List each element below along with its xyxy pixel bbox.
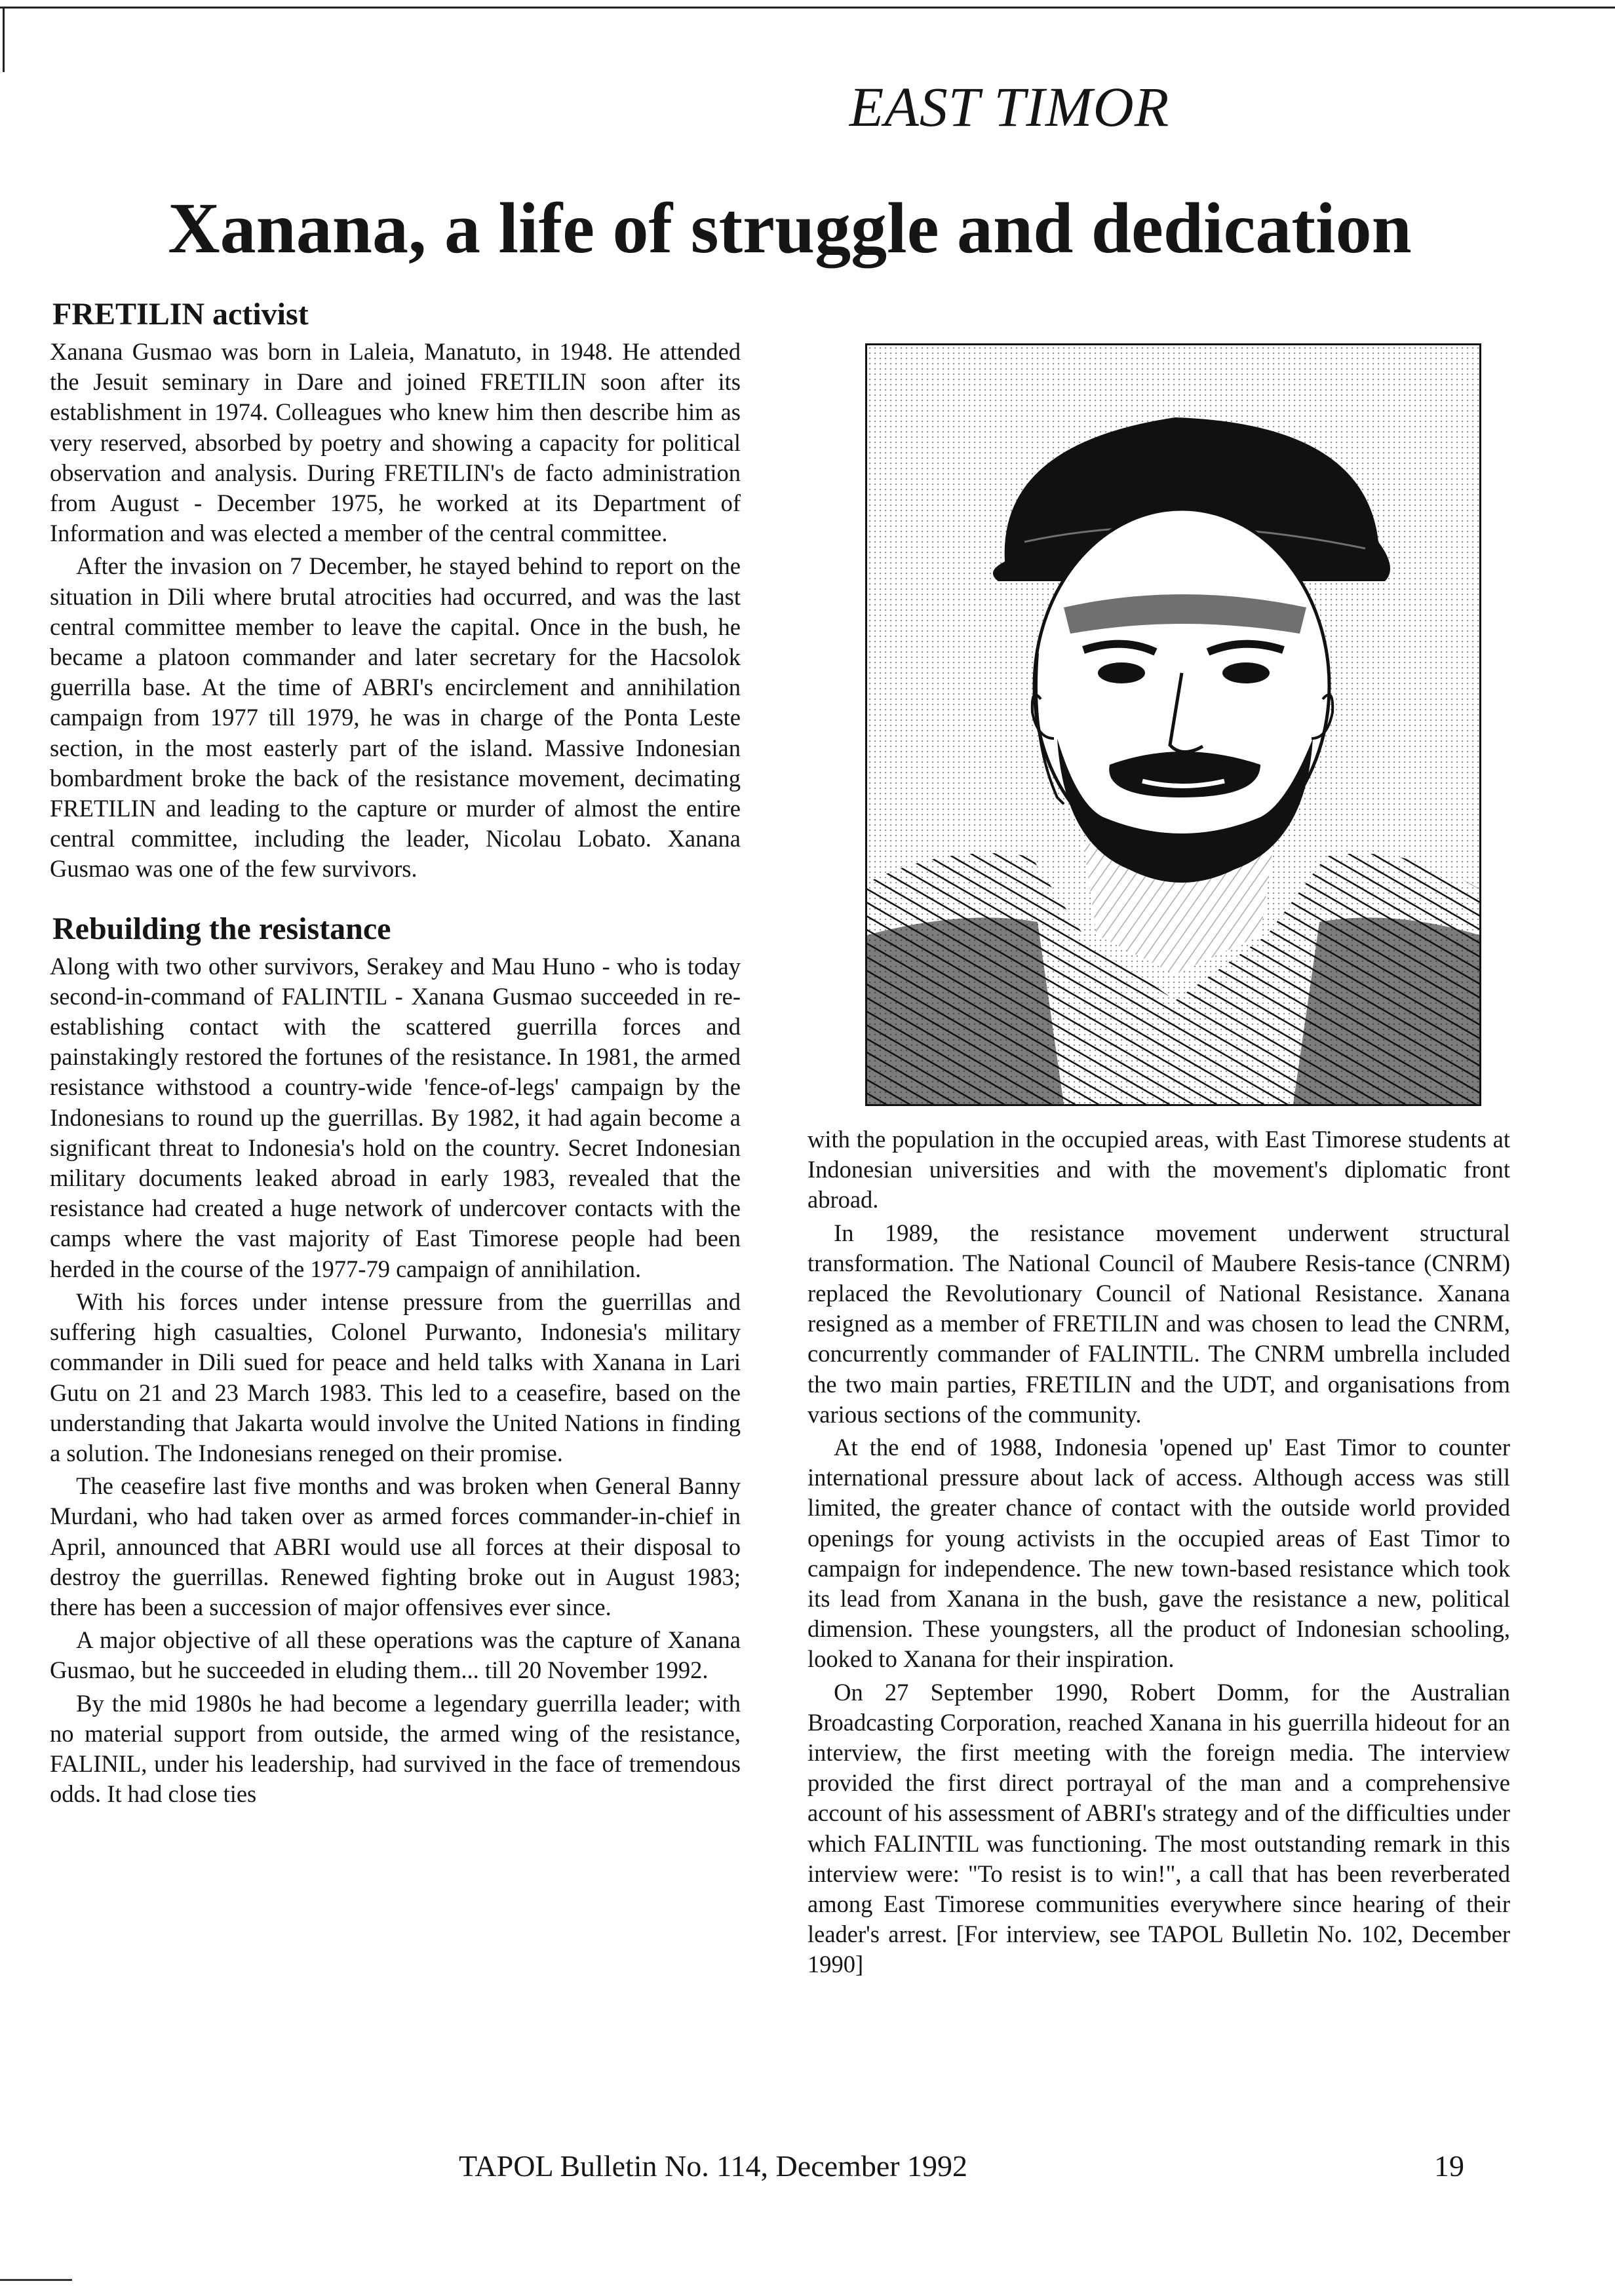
subheading-fretilin-activist: FRETILIN activist	[52, 297, 309, 332]
scan-edge-bottom	[0, 2279, 72, 2281]
article-column-left	[50, 296, 741, 1812]
section-label: EAST TIMOR	[849, 75, 1170, 138]
paragraph: By the mid 1980s he had become a legendary guerrilla leader; with no material support from outside, the armed wing of the resistance, FALINIL, under his leadership, had survived in the face of tremendous odds. It had close ties	[50, 1689, 741, 1808]
paragraph: With his forces under intense pressure from the guerrillas and suffering high casualties, Colonel Purwanto, Indonesia's military commander in Dili sued for peace and held talks with Xanana in Lari Gutu on 21 and 23 March 1983. This led to a ceasefire, based on the understanding that Jakarta would involve the United Nations in finding a solution. The Indonesians reneged on their promise.	[50, 1288, 741, 1466]
paragraph: The ceasefire last five months and was broken when General Banny Murdani, who had taken over as armed forces commander-in-chief in April, announced that ABRI would use all forces at their disposal to destroy the guerrillas. Renewed fighting broke out in August 1983; there has been a succession of major offensives ever since.	[50, 1472, 741, 1620]
scan-edge-left	[3, 7, 5, 72]
paragraph: In 1989, the resistance movement underwent structural transformation. The National Council of Maubere Resis-tance (CNRM) replaced the Revolutionary Council of National Resistance. Xanana resigned as a member of FRETILIN and was chosen to lead the CNRM, concurrently commander of FALINTIL. The CNRM umbrella included the two main parties, FRETILIN and the UDT, and organisations from various sections of the community.	[808, 1219, 1510, 1428]
footer-publication: TAPOL Bulletin No. 114, December 1992	[459, 2149, 968, 2183]
paragraph: On 27 September 1990, Robert Domm, for the Australian Broadcasting Corporation, reached Xanana in his guerrilla hideout for an interview, the first meeting with the foreign media. The interview provided the first direct portrayal of the man and a comprehensive account of his assessment of ABRI's strategy and of the difficulties under which FALINTIL was functioning. The most outstanding remark in this interview were: "To resist is to win!", a call that has been reverberated among East Timorese communities everywhere since hearing of their leader's arrest. [For interview, see TAPOL Bulletin No. 102, December 1990]	[808, 1678, 1510, 1978]
article-column-right	[808, 1124, 1510, 1983]
page-number: 19	[1434, 2149, 1464, 2183]
paragraph: After the invasion on 7 December, he stayed behind to report on the situation in Dili where brutal atrocities had occurred, and was the last central committee member to leave the capital. Once in the bush, he became a platoon commander and later secretary for the Hacsolok guerrilla base. At the time of ABRI's encirclement and annihilation campaign from 1977 till 1979, he was in charge of the Ponta Leste section, in the most easterly part of the island. Massive Indonesian bombardment broke the back of the resistance movement, decimating FRETILIN and leading to the capture or murder of almost the entire central committee, including the leader, Nicolau Lobato. Xanana Gusmao was one of the few survivors.	[50, 552, 741, 883]
subheading-rebuilding-resistance: Rebuilding the resistance	[52, 911, 391, 946]
portrait-drawing	[867, 345, 1479, 1104]
paragraph: A major objective of all these operations was the capture of Xanana Gusmao, but he succeeded in eluding them... till 20 November 1992.	[50, 1626, 741, 1684]
portrait-illustration	[865, 343, 1481, 1106]
scan-edge-top	[0, 7, 1615, 9]
paragraph: At the end of 1988, Indonesia 'opened up' East Timor to counter international pressure about lack of access. Although access was still limited, the greater chance of contact with the outside world provided openings for young activists in the occupied areas of East Timor to campaign for independence. The new town-based resistance which took its lead from Xanana in the bush, gave the resistance a new, political dimension. These youngsters, all the product of Indonesian schooling, looked to Xanana for their inspiration.	[808, 1434, 1510, 1673]
paragraph: Xanana Gusmao was born in Laleia, Manatuto, in 1948. He attended the Jesuit seminary in Dare and joined FRETILIN soon after its establishment in 1974. Colleagues who knew him then describe him as very reserved, absorbed by poetry and showing a capacity for political observation and analysis. During FRETILIN's de facto administration from August - December 1975, he worked at its Department of Information and was elected a member of the central committee.	[50, 338, 741, 547]
paragraph: Along with two other survivors, Serakey and Mau Huno - who is today second-in-command of FALINTIL - Xanana Gusmao succeeded in re-establishing contact with the scattered guerrilla forces and painstakingly restored the fortunes of the resistance. In 1981, the armed resistance withstood a country-wide 'fence-of-legs' campaign by the Indonesians to round up the guerrillas. By 1982, it had again become a significant threat to Indonesia's hold on the country. Secret Indonesian military documents leaked abroad in early 1983, revealed that the resistance had created a huge network of undercover contacts with the camps where the vast majority of East Timorese people had been herded in the course of the 1977-79 campaign of annihilation.	[50, 952, 741, 1282]
paragraph: with the population in the occupied areas, with East Timorese students at Indonesian universities and with the movement's diplomatic front abroad.	[808, 1126, 1510, 1214]
article-headline: Xanana, a life of struggle and dedication	[168, 188, 1412, 268]
